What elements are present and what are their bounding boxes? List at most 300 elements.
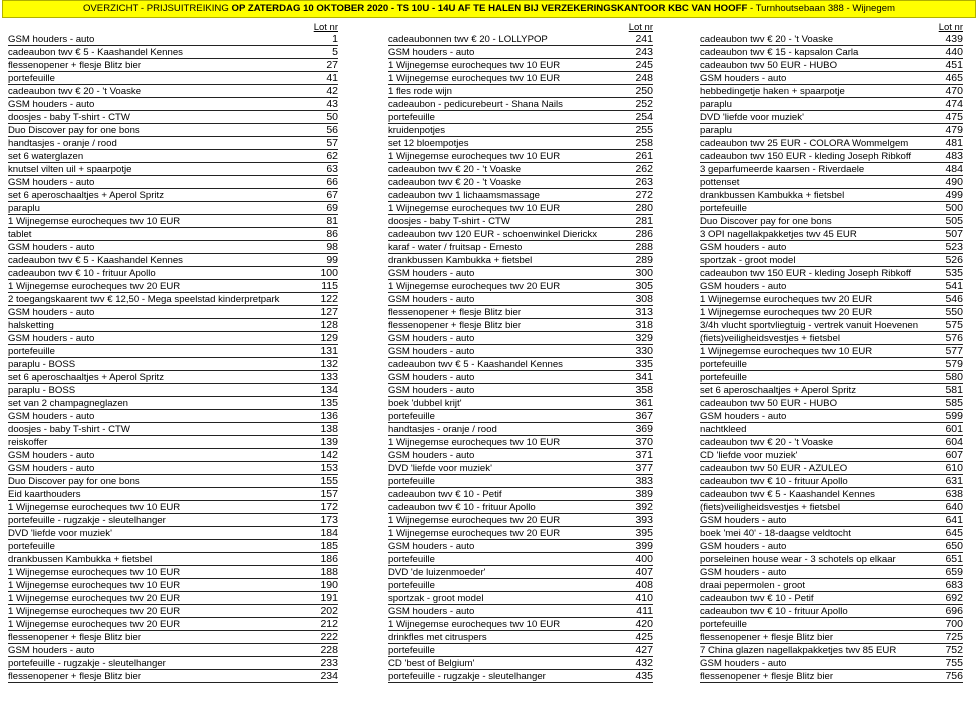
lot-number: 5 [332, 46, 338, 58]
prize-name: flessenopener + flesje Blitz bier [388, 307, 522, 318]
prize-name: 1 Wijnegemse eurocheques twv 20 EUR [8, 593, 181, 604]
lot-number: 550 [945, 306, 963, 318]
prize-name: GSM houders - auto [700, 515, 787, 526]
prize-row [8, 111, 338, 124]
prize-row [700, 553, 963, 566]
prize-row [700, 475, 963, 488]
prize-row [8, 202, 338, 215]
lot-number: 127 [320, 306, 338, 318]
prize-row [388, 241, 653, 254]
prize-row [8, 631, 338, 644]
prize-row [388, 215, 653, 228]
prize-name: boek 'dubbel krijt' [388, 398, 462, 409]
prize-name: DVD 'de luizenmoeder' [388, 567, 486, 578]
prize-row [388, 306, 653, 319]
lot-number: 308 [635, 293, 653, 305]
prize-name: 1 Wijnegemse eurocheques twv 20 EUR [388, 281, 561, 292]
lot-number: 1 [332, 33, 338, 45]
prize-name: cadeaubon twv € 10 - frituur Apollo [700, 476, 848, 487]
lot-number: 100 [320, 267, 338, 279]
lot-number: 184 [320, 527, 338, 539]
prize-name: GSM houders - auto [388, 47, 475, 58]
prize-row [388, 228, 653, 241]
prize-row [388, 189, 653, 202]
prize-row [700, 267, 963, 280]
prize-row [8, 384, 338, 397]
prize-name: 7 China glazen nagellakpakketjes twv 85 EUR [700, 645, 897, 656]
prize-row [8, 215, 338, 228]
lot-number: 234 [320, 670, 338, 682]
lot-number: 129 [320, 332, 338, 344]
prize-name: 3/4h vlucht sportvliegtuig - vertrek vanuit Hoevenen [700, 320, 919, 331]
prize-name: GSM houders - auto [8, 34, 95, 45]
prize-row [700, 306, 963, 319]
prize-row [8, 475, 338, 488]
lot-number: 599 [945, 410, 963, 422]
lot-number: 755 [945, 657, 963, 669]
prize-row [700, 319, 963, 332]
prize-name: portefeuille [700, 619, 747, 630]
lot-number: 581 [945, 384, 963, 396]
prize-column-1 [8, 22, 338, 683]
prize-name: handtasjes - oranje / rood [388, 424, 497, 435]
lot-number: 173 [320, 514, 338, 526]
prize-row [700, 241, 963, 254]
prize-row [8, 293, 338, 306]
prize-row [388, 553, 653, 566]
header-part2: OP ZATERDAG 10 OKTOBER 2020 - TS 10U - 14U AF TE HALEN BIJ VERZEKERINGSKANTOOR KBC VAN HOOFF [231, 3, 748, 14]
lot-number: 243 [635, 46, 653, 58]
lot-number: 500 [945, 202, 963, 214]
prize-row [700, 46, 963, 59]
prize-name: cadeaubon twv € 20 - 't Voaske [700, 437, 834, 448]
lot-number: 585 [945, 397, 963, 409]
prize-name: 3 OPI nagellakpakketjes twv 45 EUR [700, 229, 857, 240]
prize-row [700, 540, 963, 553]
lot-number: 696 [945, 605, 963, 617]
prize-name: CD 'liefde voor muziek' [700, 450, 798, 461]
lot-number: 69 [326, 202, 338, 214]
prize-name: cadeaubon twv € 5 - Kaashandel Kennes [8, 255, 183, 266]
lot-number: 361 [635, 397, 653, 409]
lot-number: 341 [635, 371, 653, 383]
prize-name: drankbussen Kambukka + fietsbel [700, 190, 845, 201]
prize-row [388, 592, 653, 605]
lot-number: 439 [945, 33, 963, 45]
lot-number: 300 [635, 267, 653, 279]
prize-row [8, 267, 338, 280]
prize-row [700, 618, 963, 631]
prize-name: set 6 aperoschaaltjes + Aperol Spritz [700, 385, 856, 396]
prize-name: flessenopener + flesje Blitz bier [700, 632, 834, 643]
prize-name: GSM houders - auto [700, 567, 787, 578]
prize-row [388, 618, 653, 631]
lot-number: 318 [635, 319, 653, 331]
prize-name: portefeuille - rugzakje - sleutelhanger [388, 671, 546, 682]
prize-row [8, 488, 338, 501]
prize-name: CD 'best of Belgium' [388, 658, 475, 669]
prize-row [8, 410, 338, 423]
prize-name: 1 Wijnegemse eurocheques twv 10 EUR [8, 580, 181, 591]
prize-row [388, 488, 653, 501]
lot-number: 756 [945, 670, 963, 682]
prize-row [700, 137, 963, 150]
prize-row [700, 332, 963, 345]
prize-row [700, 280, 963, 293]
prize-row [388, 631, 653, 644]
lot-number: 313 [635, 306, 653, 318]
header-banner [2, 0, 976, 18]
prize-name: portefeuille - rugzakje - sleutelhanger [8, 515, 166, 526]
lot-number: 172 [320, 501, 338, 513]
prize-name: GSM houders - auto [700, 73, 787, 84]
prize-name: GSM houders - auto [700, 541, 787, 552]
lot-number: 280 [635, 202, 653, 214]
prize-row [388, 514, 653, 527]
lot-number: 645 [945, 527, 963, 539]
prize-name: 1 Wijnegemse eurocheques twv 10 EUR [8, 502, 181, 513]
prize-name: DVD 'liefde voor muziek' [8, 528, 112, 539]
prize-row [388, 501, 653, 514]
prize-row [388, 670, 653, 683]
prize-row [388, 423, 653, 436]
prize-name: cadeaubon twv 150 EUR - kleding Joseph Ribkoff [700, 268, 912, 279]
prize-name: portefeuille [388, 411, 435, 422]
lot-number: 191 [320, 592, 338, 604]
prize-row [388, 527, 653, 540]
lot-number: 358 [635, 384, 653, 396]
lot-number: 526 [945, 254, 963, 266]
prize-name: cadeaubon twv € 10 - frituur Apollo [8, 268, 156, 279]
prize-row [388, 176, 653, 189]
prize-name: portefeuille [8, 541, 55, 552]
lot-number: 484 [945, 163, 963, 175]
prize-name: cadeaubon twv 50 EUR - AZULEO [700, 463, 848, 474]
lot-number: 233 [320, 657, 338, 669]
prize-name: cadeaubon twv 1 lichaamsmassage [388, 190, 540, 201]
lot-number: 541 [945, 280, 963, 292]
lot-number: 752 [945, 644, 963, 656]
lot-number: 142 [320, 449, 338, 461]
column-header [700, 22, 963, 33]
prize-row [8, 501, 338, 514]
lot-number: 153 [320, 462, 338, 474]
column-header [388, 22, 653, 33]
prize-row [700, 670, 963, 683]
lot-number: 651 [945, 553, 963, 565]
prize-name: portefeuille [700, 359, 747, 370]
lot-number: 483 [945, 150, 963, 162]
prize-row [388, 605, 653, 618]
lot-number: 377 [635, 462, 653, 474]
prize-row [388, 267, 653, 280]
prize-row [700, 397, 963, 410]
lot-number: 134 [320, 384, 338, 396]
lot-number: 440 [945, 46, 963, 58]
lot-number: 131 [320, 345, 338, 357]
prize-row [700, 579, 963, 592]
prize-name: 1 Wijnegemse eurocheques twv 10 EUR [700, 346, 873, 357]
prize-name: cadeaubon twv 120 EUR - schoenwinkel Dierickx [388, 229, 598, 240]
prize-row [700, 59, 963, 72]
lot-number: 56 [326, 124, 338, 136]
prize-row [388, 111, 653, 124]
prize-name: doosjes - baby T-shirt - CTW [388, 216, 510, 227]
prize-row [700, 371, 963, 384]
lot-number: 435 [635, 670, 653, 682]
lot-number: 659 [945, 566, 963, 578]
prize-row [700, 176, 963, 189]
prize-row [8, 254, 338, 267]
lot-number: 98 [326, 241, 338, 253]
prize-name: portefeuille [388, 645, 435, 656]
prize-row [700, 488, 963, 501]
prize-name: GSM houders - auto [8, 411, 95, 422]
prize-name: cadeaubon - pedicurebeurt - Shana Nails [388, 99, 563, 110]
prize-row [700, 436, 963, 449]
lot-number: 155 [320, 475, 338, 487]
prize-name: cadeaubon twv € 5 - Kaashandel Kennes [388, 359, 563, 370]
prize-row [8, 150, 338, 163]
lot-number: 258 [635, 137, 653, 149]
lot-number: 185 [320, 540, 338, 552]
prize-row [700, 410, 963, 423]
prize-row [8, 163, 338, 176]
prize-row [700, 631, 963, 644]
prize-row [388, 332, 653, 345]
prize-name: portefeuille [700, 203, 747, 214]
prize-row [700, 254, 963, 267]
prize-name: portefeuille [8, 346, 55, 357]
lot-number: 479 [945, 124, 963, 136]
prize-row [388, 254, 653, 267]
lot-number: 420 [635, 618, 653, 630]
prize-name: sportzak - groot model [388, 593, 484, 604]
prize-name: paraplu - BOSS [8, 359, 76, 370]
lot-number: 631 [945, 475, 963, 487]
prize-row [700, 657, 963, 670]
lot-number: 579 [945, 358, 963, 370]
prize-row [700, 449, 963, 462]
prize-name: 1 Wijnegemse eurocheques twv 10 EUR [8, 567, 181, 578]
lot-number: 369 [635, 423, 653, 435]
prize-row [700, 358, 963, 371]
prize-row [700, 215, 963, 228]
prize-name: cadeaubon twv € 15 - kapsalon Carla [700, 47, 859, 58]
prize-row [388, 384, 653, 397]
prize-name: GSM houders - auto [388, 333, 475, 344]
prize-row [8, 358, 338, 371]
lot-number: 399 [635, 540, 653, 552]
prize-name: GSM houders - auto [388, 606, 475, 617]
prize-row [388, 98, 653, 111]
prize-name: drinkfles met citruspers [388, 632, 487, 643]
lot-number: 228 [320, 644, 338, 656]
prize-name: flessenopener + flesje Blitz bier [8, 632, 142, 643]
lot-number: 250 [635, 85, 653, 97]
prize-row [388, 462, 653, 475]
lot-number: 505 [945, 215, 963, 227]
prize-name: GSM houders - auto [388, 385, 475, 396]
prize-row [8, 98, 338, 111]
lot-number: 371 [635, 449, 653, 461]
prize-row [388, 293, 653, 306]
prize-name: set 12 bloempotjes [388, 138, 469, 149]
prize-row [8, 241, 338, 254]
lot-number: 115 [321, 280, 338, 292]
lot-number: 475 [945, 111, 963, 123]
prize-row [388, 397, 653, 410]
prize-row [388, 202, 653, 215]
prize-name: GSM houders - auto [8, 242, 95, 253]
lot-number: 138 [320, 423, 338, 435]
prize-row [8, 527, 338, 540]
prize-row [8, 33, 338, 46]
lot-number: 575 [945, 319, 963, 331]
prize-name: cadeaubon twv € 20 - 't Voaske [8, 86, 142, 97]
prize-row [8, 46, 338, 59]
prize-row [8, 514, 338, 527]
prize-row [388, 46, 653, 59]
lot-number: 607 [945, 449, 963, 461]
prize-row [388, 72, 653, 85]
lot-number: 186 [320, 553, 338, 565]
lot-number: 408 [635, 579, 653, 591]
prize-row [700, 228, 963, 241]
lot-number: 135 [320, 397, 338, 409]
lot-number: 222 [320, 631, 338, 643]
prize-row [700, 150, 963, 163]
prize-row [8, 436, 338, 449]
prize-name: 1 Wijnegemse eurocheques twv 10 EUR [388, 151, 561, 162]
prize-name: paraplu [700, 125, 733, 136]
prize-row [388, 33, 653, 46]
prize-row [8, 592, 338, 605]
prize-row [700, 189, 963, 202]
prize-row [700, 202, 963, 215]
prize-name: GSM houders - auto [700, 411, 787, 422]
prize-name: GSM houders - auto [700, 281, 787, 292]
lot-number: 288 [635, 241, 653, 253]
lot-number: 470 [945, 85, 963, 97]
lot-number: 427 [635, 644, 653, 656]
prize-row [388, 566, 653, 579]
lot-number: 132 [320, 358, 338, 370]
column-header [8, 22, 338, 33]
prize-name: draai pepermolen - groot [700, 580, 806, 591]
prize-name: 1 Wijnegemse eurocheques twv 20 EUR [388, 515, 561, 526]
prize-row [388, 657, 653, 670]
lot-number: 255 [635, 124, 653, 136]
prize-row [388, 85, 653, 98]
prize-name: 1 Wijnegemse eurocheques twv 10 EUR [388, 437, 561, 448]
lot-number: 490 [945, 176, 963, 188]
prize-name: portefeuille [8, 73, 55, 84]
prize-name: paraplu [700, 99, 733, 110]
lot-number: 474 [945, 98, 963, 110]
prize-row [388, 449, 653, 462]
prize-name: GSM houders - auto [8, 463, 95, 474]
prize-row [388, 358, 653, 371]
lot-number: 262 [635, 163, 653, 175]
lot-number: 136 [320, 410, 338, 422]
prize-row [700, 462, 963, 475]
lot-number: 638 [945, 488, 963, 500]
prize-row [700, 423, 963, 436]
lot-number: 286 [635, 228, 653, 240]
prize-row [8, 605, 338, 618]
prize-name: (fiets)veiligheidsvestjes + fietsbel [700, 502, 840, 513]
prize-name: Duo Discover pay for one bons [8, 125, 140, 136]
prize-row [8, 462, 338, 475]
lot-number: 577 [945, 345, 963, 357]
prize-name: cadeaubon twv € 10 - frituur Apollo [388, 502, 536, 513]
prize-name: 1 Wijnegemse eurocheques twv 20 EUR [8, 281, 181, 292]
lot-nr-header: Lot nr [938, 22, 963, 33]
lot-number: 254 [635, 111, 653, 123]
prize-name: cadeaubon twv 25 EUR - COLORA Wommelgem [700, 138, 909, 149]
prize-name: pottenset [700, 177, 740, 188]
prize-name: 1 fles rode wijn [388, 86, 452, 97]
prize-name: DVD 'liefde voor muziek' [388, 463, 492, 474]
prize-name: GSM houders - auto [388, 541, 475, 552]
lot-number: 42 [326, 85, 338, 97]
header-part1: OVERZICHT - PRIJSUITREIKING [82, 3, 232, 14]
lot-number: 57 [326, 137, 338, 149]
prize-row [8, 280, 338, 293]
prize-name: handtasjes - oranje / rood [8, 138, 117, 149]
lot-number: 535 [945, 267, 963, 279]
prize-name: 1 Wijnegemse eurocheques twv 20 EUR [700, 294, 873, 305]
prize-row [8, 553, 338, 566]
prize-row [8, 644, 338, 657]
prize-row [700, 85, 963, 98]
prize-name: (fiets)veiligheidsvestjes + fietsbel [700, 333, 840, 344]
prize-row [700, 33, 963, 46]
lot-number: 400 [635, 553, 653, 565]
prize-name: tablet [8, 229, 32, 240]
prize-name: portefeuille - rugzakje - sleutelhanger [8, 658, 166, 669]
lot-number: 335 [635, 358, 653, 370]
prize-row [700, 566, 963, 579]
prize-row [8, 124, 338, 137]
prize-name: portefeuille [388, 112, 435, 123]
prize-row [388, 345, 653, 358]
lot-number: 370 [635, 436, 653, 448]
lot-number: 725 [945, 631, 963, 643]
lot-number: 248 [635, 72, 653, 84]
prize-row [388, 644, 653, 657]
lot-number: 27 [326, 59, 338, 71]
prize-name: knutsel vilten uil + spaarpotje [8, 164, 132, 175]
lot-number: 700 [945, 618, 963, 630]
prize-row [700, 605, 963, 618]
lot-number: 188 [320, 566, 338, 578]
lot-number: 650 [945, 540, 963, 552]
prize-row [8, 189, 338, 202]
lot-number: 392 [635, 501, 653, 513]
prize-row [700, 514, 963, 527]
lot-number: 411 [636, 605, 653, 617]
prize-row [8, 371, 338, 384]
prize-name: GSM houders - auto [8, 307, 95, 318]
prize-name: drankbussen Kambukka + fietsbel [8, 554, 153, 565]
lot-number: 86 [326, 228, 338, 240]
prize-row [8, 670, 338, 683]
lot-number: 289 [635, 254, 653, 266]
prize-name: set 6 waterglazen [8, 151, 84, 162]
prize-name: paraplu [8, 203, 41, 214]
